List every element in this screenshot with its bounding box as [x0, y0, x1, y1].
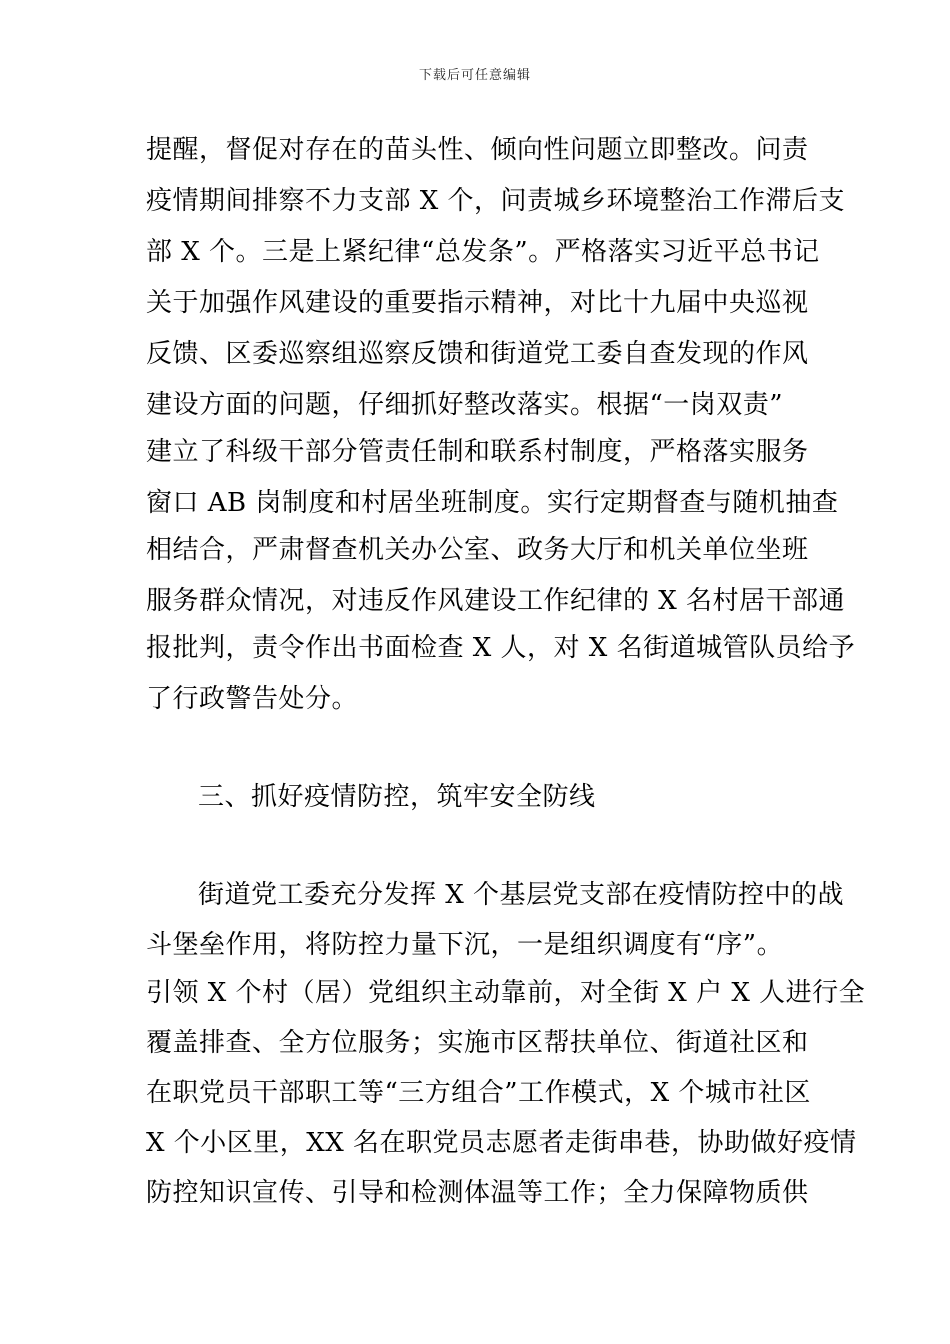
paragraph-line: 提醒，督促对存在的苗头性、倾向性问题立即整改。问责 [146, 135, 809, 165]
paragraph-line: 关于加强作风建设的重要指示精神，对比十九届中央巡视 [146, 288, 809, 318]
paragraph-line: 反馈、区委巡察组巡察反馈和街道党工委自查发现的作风 [146, 339, 809, 369]
paragraph-line: 覆盖排查、全方位服务；实施市区帮扶单位、街道社区和 [146, 1028, 809, 1058]
paragraph-line: 街道党工委充分发挥 X 个基层党支部在疫情防控中的战 [198, 880, 845, 910]
paragraph-line: 防控知识宣传、引导和检测体温等工作；全力保障物质供 [146, 1178, 809, 1208]
paragraph-line: X 个小区里，XX 名在职党员志愿者走街串巷，协助做好疫情 [146, 1128, 857, 1158]
paragraph-line: 疫情期间排察不力支部 X 个，问责城乡环境整治工作滞后支 [146, 186, 846, 216]
page-header: 下载后可任意编辑 [418, 68, 531, 83]
paragraph-line: 部 X 个。三是上紧纪律“总发条”。严格落实习近平总书记 [146, 237, 820, 267]
paragraph-line: 建立了科级干部分管责任制和联系村制度，严格落实服务 [146, 437, 809, 467]
paragraph-line: 服务群众情况，对违反作风建设工作纪律的 X 名村居干部通 [146, 586, 846, 616]
paragraph-line: 引领 X 个村（居）党组织主动靠前，对全街 X 户 X 人进行全 [146, 978, 866, 1008]
paragraph-line: 窗口 AB 岗制度和村居坐班制度。实行定期督查与随机抽查 [146, 488, 839, 518]
paragraph-line: 了行政警告处分。 [146, 684, 359, 714]
paragraph-line: 报批判，责令作出书面检查 X 人，对 X 名街道城管队员给予 [146, 633, 856, 663]
paragraph-line: 在职党员干部职工等“三方组合”工作模式，X 个城市社区 [146, 1078, 811, 1108]
paragraph-line: 建设方面的问题，仔细抓好整改落实。根据“一岗双责” [146, 390, 784, 420]
section-heading: 三、抓好疫情防控，筑牢安全防线 [198, 782, 596, 812]
paragraph-line: 斗堡垒作用，将防控力量下沉，一是组织调度有“序”。 [146, 930, 784, 960]
paragraph-line: 相结合，严肃督查机关办公室、政务大厅和机关单位坐班 [146, 535, 809, 565]
